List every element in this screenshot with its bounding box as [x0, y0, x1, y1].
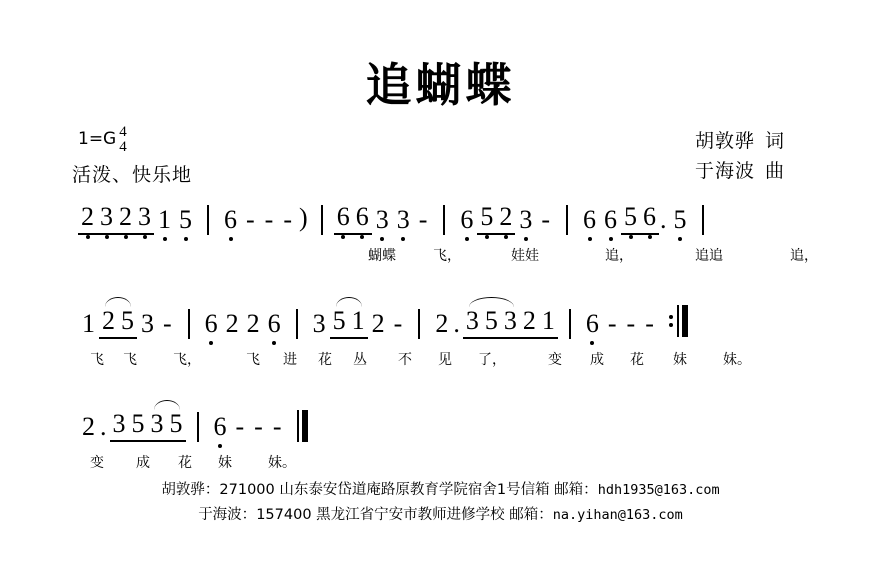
- barline: [188, 309, 190, 339]
- slur-group: [330, 306, 368, 345]
- measure-1: [78, 202, 196, 241]
- note: 1: [158, 205, 171, 234]
- lyric-syllable: 妹: [218, 455, 232, 471]
- measure-row: [78, 202, 821, 241]
- note: 2: [102, 306, 115, 335]
- barline-thin: [297, 410, 299, 442]
- lyric-syllable: 妹。: [268, 455, 296, 471]
- time-signature: [119, 125, 127, 155]
- measure-5: [579, 202, 691, 241]
- note: 6: [204, 309, 218, 338]
- note: 6: [604, 205, 618, 234]
- repeat-end-barline: [669, 305, 688, 337]
- music-system-2: [0, 305, 881, 375]
- lyric-syllable: 蝴蝶: [368, 248, 396, 264]
- note: 6: [355, 202, 369, 231]
- duration-dash: -: [235, 412, 245, 441]
- barline: [566, 205, 568, 235]
- tempo-marking: 活泼、快乐地: [72, 164, 193, 186]
- note: 2: [225, 309, 239, 338]
- note: 6: [267, 309, 281, 338]
- footer-lyricist-address: 271000 山东泰安岱道庵路原教育学院宿舍1号信箱 邮箱：: [219, 482, 598, 498]
- composer-role: 曲: [764, 160, 785, 182]
- lyric-syllable: 了，: [478, 352, 506, 368]
- note: 6: [213, 412, 227, 441]
- duration-dash: -: [626, 309, 636, 338]
- note: 5: [121, 306, 134, 335]
- barline: [197, 412, 199, 442]
- lyric-syllable: 进: [283, 352, 297, 368]
- lyrics-line-3: [78, 452, 821, 478]
- lyric-syllable: 飞: [123, 352, 137, 368]
- lyric-syllable: 娃娃: [511, 248, 539, 264]
- duration-dash: -: [393, 309, 403, 338]
- barline: [207, 205, 209, 235]
- credits: [695, 126, 785, 186]
- note: 3: [503, 306, 517, 335]
- measure-6: [78, 306, 177, 345]
- duration-dash: -: [163, 309, 172, 338]
- lyrics-line-1: [78, 245, 821, 271]
- duration-dash: -: [254, 412, 263, 441]
- note: 5: [169, 409, 183, 438]
- note: 3: [138, 202, 151, 231]
- beam-group: [99, 306, 137, 339]
- duration-dash: -: [645, 309, 654, 338]
- lyric-syllable: 飞，: [433, 248, 461, 264]
- duration-dash: -: [541, 205, 551, 234]
- duration-dash: -: [418, 205, 428, 234]
- barline: [418, 309, 420, 339]
- header-meta: [0, 126, 881, 196]
- lyric-syllable: 成: [590, 352, 604, 368]
- duration-dash: -: [607, 309, 617, 338]
- note: 6: [643, 202, 657, 231]
- note: 3: [519, 205, 533, 234]
- augmentation-dot: .: [660, 205, 667, 234]
- note: 6: [585, 309, 599, 338]
- note: 6: [583, 205, 597, 234]
- lyric-syllable: 飞，: [173, 352, 201, 368]
- augmentation-dot: .: [100, 412, 107, 441]
- slur-group: [463, 306, 520, 345]
- measure-4: [456, 202, 555, 241]
- composer-name: 于海波: [694, 160, 755, 182]
- lyric-syllable: 妹。: [723, 352, 751, 368]
- note: 3: [150, 409, 164, 438]
- barline: [296, 309, 298, 339]
- lyric-syllable: 不: [398, 352, 412, 368]
- beam-group: [116, 202, 154, 235]
- note: 1: [351, 306, 365, 335]
- lyric-syllable: 花: [178, 455, 192, 471]
- note: 3: [312, 309, 326, 338]
- footer-line-1: [0, 478, 881, 503]
- lyric-syllable: 见: [438, 352, 452, 368]
- measure-9: [431, 306, 558, 345]
- music-system-1: [0, 202, 881, 271]
- footer-composer-label: 于海波：: [198, 507, 257, 523]
- duration-dash: -: [246, 205, 255, 234]
- note: 2: [435, 309, 449, 338]
- barline: [569, 309, 571, 339]
- note: 5: [179, 205, 192, 234]
- repeat-dots-icon: [669, 311, 673, 331]
- note: 5: [332, 306, 346, 335]
- note: 2: [82, 412, 95, 441]
- note: 2: [499, 202, 513, 231]
- footer-composer-email: na.yihan@163.com: [552, 507, 683, 523]
- time-signature-denominator: 4: [119, 139, 127, 155]
- measure-11: [78, 409, 186, 448]
- note: 3: [375, 205, 389, 234]
- note: 3: [112, 409, 126, 438]
- time-signature-numerator: 4: [119, 124, 127, 140]
- footer-line-2: [0, 503, 881, 528]
- beam-group: [78, 202, 116, 235]
- note: 2: [81, 202, 94, 231]
- note: 5: [131, 409, 145, 438]
- duration-dash: -: [272, 412, 282, 441]
- beam-group: [148, 409, 186, 442]
- beam-group: [330, 306, 368, 339]
- note: 1: [541, 306, 555, 335]
- note: 1: [82, 309, 95, 338]
- duration-dash: -: [283, 205, 293, 234]
- measure-row: [78, 409, 821, 448]
- barline: [321, 205, 323, 235]
- measure-2: [220, 203, 310, 241]
- beam-group: [477, 202, 515, 235]
- breath-mark: ): [299, 203, 308, 232]
- measure-row: [78, 305, 821, 345]
- footer-contact-info: [0, 478, 881, 528]
- measure-7: [201, 309, 285, 345]
- note: 2: [119, 202, 132, 231]
- footer-composer-address: 157400 黑龙江省宁安市教师进修学校 邮箱：: [256, 507, 553, 523]
- barline: [702, 205, 704, 235]
- lyric-syllable: 丛: [353, 352, 367, 368]
- beam-group: [334, 202, 372, 235]
- lyricist-role: 词: [764, 130, 785, 152]
- barline-thin: [677, 305, 679, 337]
- note: 6: [336, 202, 350, 231]
- lyric-syllable: 变: [90, 455, 104, 471]
- lyric-syllable: 追，: [790, 248, 818, 264]
- measure-8: [309, 306, 408, 345]
- note: 5: [484, 306, 498, 335]
- note: 2: [522, 306, 536, 335]
- note: 2: [371, 309, 385, 338]
- note: 5: [624, 202, 638, 231]
- barline: [443, 205, 445, 235]
- key-signature: [78, 124, 127, 158]
- slur-group: [148, 409, 186, 448]
- lyric-syllable: 追，: [605, 248, 633, 264]
- music-system-3: [0, 409, 881, 478]
- note: 5: [480, 202, 494, 231]
- note: 5: [673, 205, 687, 234]
- footer-lyricist-email: hdh1935@163.com: [597, 482, 720, 498]
- note: 3: [465, 306, 479, 335]
- lyric-syllable: 花: [630, 352, 644, 368]
- lyric-syllable: 成: [136, 455, 150, 471]
- lyricist-name: 胡敦骅: [694, 130, 755, 152]
- page-title: 追蝴蝶: [365, 58, 516, 112]
- footer-lyricist-label: 胡敦骅：: [161, 482, 220, 498]
- measure-12: [210, 412, 287, 448]
- note: 3: [396, 205, 410, 234]
- lyric-syllable: 追追: [695, 248, 723, 264]
- beam-group: [463, 306, 520, 339]
- barline-thick: [302, 410, 308, 442]
- note: 6: [224, 205, 237, 234]
- lyric-syllable: 花: [318, 352, 332, 368]
- note: 2: [246, 309, 260, 338]
- duration-dash: -: [264, 205, 274, 234]
- note: 3: [100, 202, 113, 231]
- augmentation-dot: .: [453, 309, 460, 338]
- beam-group: [110, 409, 148, 442]
- lyrics-line-2: [78, 349, 821, 375]
- key-label: 1=G: [78, 129, 117, 149]
- final-barline: [297, 410, 308, 442]
- lyric-syllable: 妹: [673, 352, 687, 368]
- lyric-syllable: 飞: [246, 352, 260, 368]
- beam-group: [621, 202, 659, 235]
- measure-3: [334, 202, 433, 241]
- composer-line: [695, 156, 785, 186]
- slur-group: [99, 306, 137, 345]
- lyric-syllable: 飞: [90, 352, 104, 368]
- lyric-syllable: 变: [548, 352, 562, 368]
- note: 3: [141, 309, 154, 338]
- beam-group: [520, 306, 558, 339]
- note: 6: [460, 205, 474, 234]
- barline-thick: [682, 305, 688, 337]
- lyricist-line: [695, 126, 785, 156]
- measure-10: [582, 309, 659, 345]
